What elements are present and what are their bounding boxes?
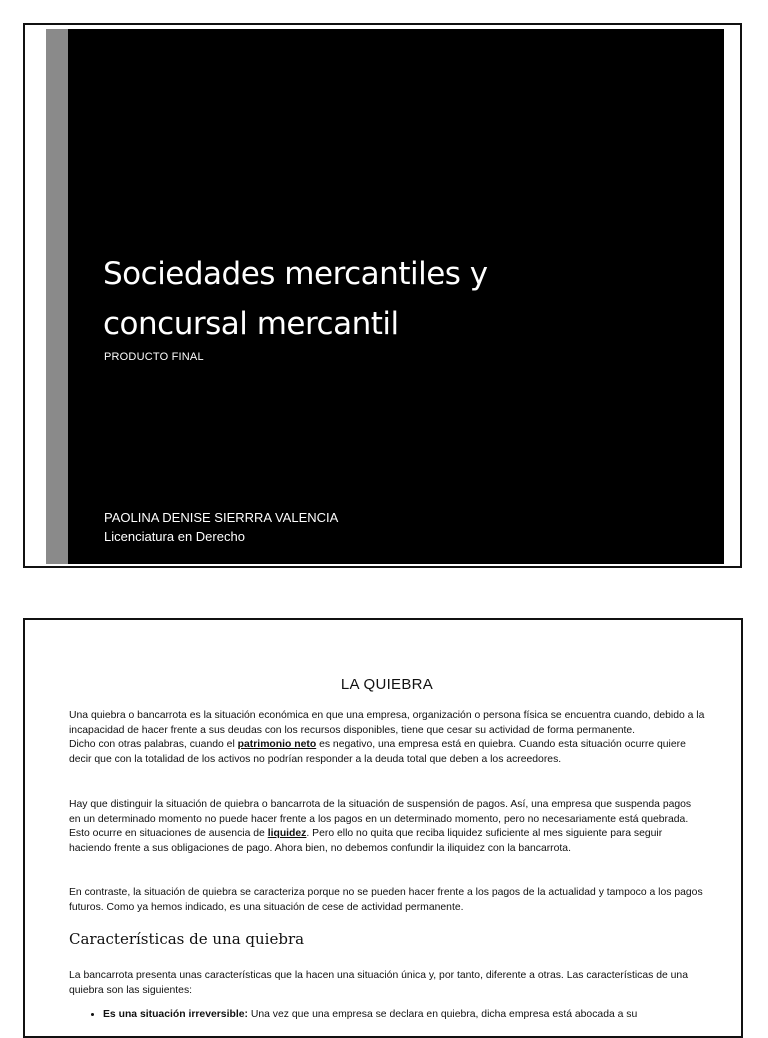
slide-background [46, 29, 724, 564]
bullet-1-title: Es una situación irreversible: [103, 1009, 248, 1020]
title-line-1: Sociedades mercantiles y [103, 256, 488, 292]
paragraph-3-start: Hay que distinguir la situación de quiebra o bancarrota de la situación de suspensión de pagos. Así, una empresa que suspenda pagos en un determinado momento no puede hacer frente a los pagos en un determinado momento, pero no necesariamente está quebrada. Esto ocurre en situaciones de ausencia de [69, 799, 692, 840]
author-name: PAOLINA DENISE SIERRRA VALENCIA [104, 510, 339, 525]
bullet-1-text: Una vez que una empresa se declara en quiebra, dicha empresa está abocada a su [247, 1009, 638, 1020]
paragraph-4: En contraste, la situación de quiebra se caracteriza porque no se pueden hacer frente a los pagos de la actualidad y tampoco a los pagos futuros. Como ya hemos indicado, es una situación de cese de actividad permanente. [69, 887, 703, 913]
document-title: LA QUIEBRA [340, 676, 434, 693]
degree-name: Licenciatura en Derecho [104, 529, 245, 544]
title-slide [23, 23, 742, 568]
list-item [103, 1008, 703, 1023]
characteristics-list [89, 1008, 703, 1023]
author-block [104, 508, 338, 546]
paragraph-definition [69, 709, 705, 767]
slide-accent-bar [46, 29, 68, 564]
paragraph-3-end: . Pero ello no quita que reciba liquidez suficiente al mes siguiente para seguir haciendo frente a sus obligaciones de pago. Ahora bien, no debemos confundir la iliquidez con la bancarrota. [69, 828, 663, 854]
paragraph-2-start: Dicho con otras palabras, cuando el [69, 739, 238, 751]
patrimonio-neto-link[interactable]: patrimonio neto [237, 739, 317, 751]
paragraph-suspension [69, 798, 705, 856]
paragraph-2-end: es negativo, una empresa está en quiebra. Cuando esta situación ocurre quiere decir que con la totalidad de los activos no podrían responder a la deuda total que deben a los acreedores. [69, 739, 686, 765]
paragraph-1: Una quiebra o bancarrota es la situación económica en que una empresa, organización o persona física se encuentra cuando, debido a la incapacidad de hacer frente a sus deudas con los recursos disponibles, tiene que cesar su actividad de forma permanente. [69, 710, 705, 736]
paragraph-3 [69, 798, 705, 856]
title-line-2: concursal mercantil [103, 306, 399, 342]
paragraph-2 [69, 738, 705, 767]
paragraph-5: La bancarrota presenta unas características que la hacen una situación única y, por tanto, diferente a otras. Las características de una quiebra son las siguientes: [69, 970, 688, 996]
paragraph-characteristics [69, 969, 705, 998]
liquidez-link[interactable]: liquidez [267, 828, 307, 840]
content-page [23, 618, 743, 1038]
slide-subtitle: PRODUCTO FINAL [104, 351, 204, 363]
section-heading: Características de una quiebra [69, 930, 305, 948]
paragraph-contrast [69, 886, 705, 915]
slide-title [103, 249, 488, 349]
